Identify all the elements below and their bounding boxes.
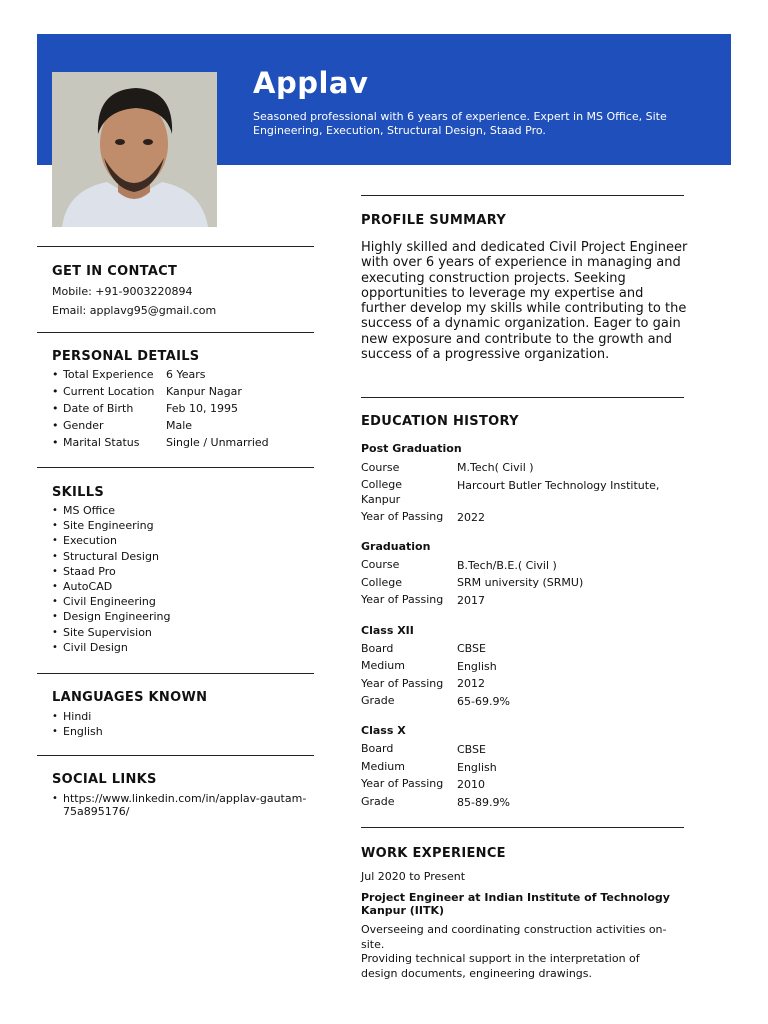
x-year-label: Year of Passing bbox=[361, 777, 444, 790]
personal-label: Current Location bbox=[63, 385, 155, 398]
skill-item: • Structural Design bbox=[52, 549, 170, 564]
skill-item: • Execution bbox=[52, 533, 170, 548]
pg-course-label: Course bbox=[361, 461, 400, 474]
grad-college-label: College bbox=[361, 576, 403, 589]
skills-heading: SKILLS bbox=[52, 485, 105, 500]
personal-details-heading: PERSONAL DETAILS bbox=[52, 349, 200, 364]
skill-item: • AutoCAD bbox=[52, 579, 170, 594]
divider bbox=[37, 332, 314, 333]
bullet: • bbox=[52, 385, 59, 398]
skill-item: • Civil Design bbox=[52, 640, 170, 655]
personal-label: Total Experience bbox=[63, 368, 154, 381]
work-duty: Providing technical support in the interpretation of design documents, engineering drawings. bbox=[361, 952, 640, 980]
grad-course-value: B.Tech/B.E.( Civil ) bbox=[457, 559, 557, 572]
divider bbox=[361, 195, 684, 196]
xii-medium-label: Medium bbox=[361, 659, 405, 672]
personal-value: Feb 10, 1995 bbox=[166, 402, 238, 415]
pg-college-label: College bbox=[361, 478, 403, 491]
bullet: • bbox=[52, 368, 59, 381]
skill-item: • Site Engineering bbox=[52, 518, 170, 533]
profile-summary-heading: PROFILE SUMMARY bbox=[361, 213, 507, 228]
personal-details-table bbox=[52, 368, 269, 453]
candidate-tagline: Seasoned professional with 6 years of experience. Expert in MS Office, Site Engineering, Execution, Structural Design, Staad Pro. bbox=[253, 110, 667, 137]
divider bbox=[37, 673, 314, 674]
x-board-label: Board bbox=[361, 742, 394, 755]
candidate-name: Applav bbox=[253, 66, 369, 100]
personal-row bbox=[52, 419, 269, 436]
x-grade-label: Grade bbox=[361, 795, 395, 808]
profile-summary-text: Highly skilled and dedicated Civil Project Engineer with over 6 years of experience in managing and executing construction projects. Seeking opportunities to leverage my expertise and further develop my skills while contributing to the success of a dynamic organization. Eager to gain new exposure and contribute to the growth and success of a progressive organization. bbox=[361, 240, 688, 363]
bullet: • bbox=[52, 436, 59, 449]
pg-year-label: Year of Passing bbox=[361, 510, 444, 523]
divider bbox=[37, 246, 314, 247]
skill-item: • Design Engineering bbox=[52, 609, 170, 624]
pg-college-value: Harcourt Butler Technology Institute, bbox=[457, 479, 660, 492]
grad-title: Graduation bbox=[361, 540, 431, 553]
grad-year-label: Year of Passing bbox=[361, 593, 444, 606]
grad-course-label: Course bbox=[361, 558, 400, 571]
work-duty: Overseeing and coordinating construction activities on-site. bbox=[361, 923, 667, 951]
bullet: • bbox=[52, 402, 59, 415]
work-experience-heading: WORK EXPERIENCE bbox=[361, 846, 506, 861]
skill-item: • Staad Pro bbox=[52, 564, 170, 579]
linkedin-link[interactable]: • https://www.linkedin.com/in/applav-gautam-75a895176/ bbox=[52, 792, 312, 818]
profile-photo-illustration bbox=[52, 72, 217, 227]
contact-heading: GET IN CONTACT bbox=[52, 264, 178, 279]
personal-value: Single / Unmarried bbox=[166, 436, 269, 449]
contact-email[interactable]: Email: applavg95@gmail.com bbox=[52, 304, 217, 317]
personal-row bbox=[52, 385, 269, 402]
education-heading: EDUCATION HISTORY bbox=[361, 414, 519, 429]
divider bbox=[37, 467, 314, 468]
personal-label: Date of Birth bbox=[63, 402, 134, 415]
xii-title: Class XII bbox=[361, 624, 414, 637]
skill-item: • Site Supervision bbox=[52, 625, 170, 640]
language-item: • Hindi bbox=[52, 709, 103, 724]
personal-row bbox=[52, 402, 269, 419]
skills-list bbox=[52, 503, 170, 655]
xii-board-label: Board bbox=[361, 642, 394, 655]
xii-medium-value: English bbox=[457, 660, 497, 673]
personal-label: Gender bbox=[63, 419, 104, 432]
grad-college-value: SRM university (SRMU) bbox=[457, 576, 584, 589]
divider bbox=[361, 827, 684, 828]
skill-item: • MS Office bbox=[52, 503, 170, 518]
divider bbox=[37, 755, 314, 756]
xii-board-value: CBSE bbox=[457, 642, 486, 655]
social-links-heading: SOCIAL LINKS bbox=[52, 772, 157, 787]
languages-list bbox=[52, 709, 103, 739]
social-links-list bbox=[52, 792, 312, 818]
language-item: • English bbox=[52, 724, 103, 739]
personal-value: Male bbox=[166, 419, 193, 432]
profile-photo bbox=[52, 72, 217, 227]
xii-grade-label: Grade bbox=[361, 694, 395, 707]
personal-row bbox=[52, 368, 269, 385]
personal-label: Marital Status bbox=[63, 436, 140, 449]
pg-title: Post Graduation bbox=[361, 442, 462, 455]
pg-year-value: 2022 bbox=[457, 511, 485, 524]
contact-mobile: Mobile: +91-9003220894 bbox=[52, 285, 193, 298]
grad-year-value: 2017 bbox=[457, 594, 485, 607]
pg-college-value-cont: Kanpur bbox=[361, 493, 401, 506]
personal-row bbox=[52, 436, 269, 453]
x-medium-label: Medium bbox=[361, 760, 405, 773]
personal-value: 6 Years bbox=[166, 368, 206, 381]
xii-grade-value: 65-69.9% bbox=[457, 695, 510, 708]
xii-year-label: Year of Passing bbox=[361, 677, 444, 690]
languages-heading: LANGUAGES KNOWN bbox=[52, 690, 208, 705]
pg-course-value: M.Tech( Civil ) bbox=[457, 461, 534, 474]
x-board-value: CBSE bbox=[457, 743, 486, 756]
x-medium-value: English bbox=[457, 761, 497, 774]
work-period: Jul 2020 to Present bbox=[361, 870, 466, 883]
skill-item: • Civil Engineering bbox=[52, 594, 170, 609]
divider bbox=[361, 397, 684, 398]
personal-value: Kanpur Nagar bbox=[166, 385, 242, 398]
bullet: • bbox=[52, 419, 59, 432]
x-year-value: 2010 bbox=[457, 778, 485, 791]
xii-year-value: 2012 bbox=[457, 677, 485, 690]
x-grade-value: 85-89.9% bbox=[457, 796, 510, 809]
x-title: Class X bbox=[361, 724, 406, 737]
work-title: Project Engineer at Indian Institute of Technology Kanpur (IITK) bbox=[361, 891, 670, 917]
